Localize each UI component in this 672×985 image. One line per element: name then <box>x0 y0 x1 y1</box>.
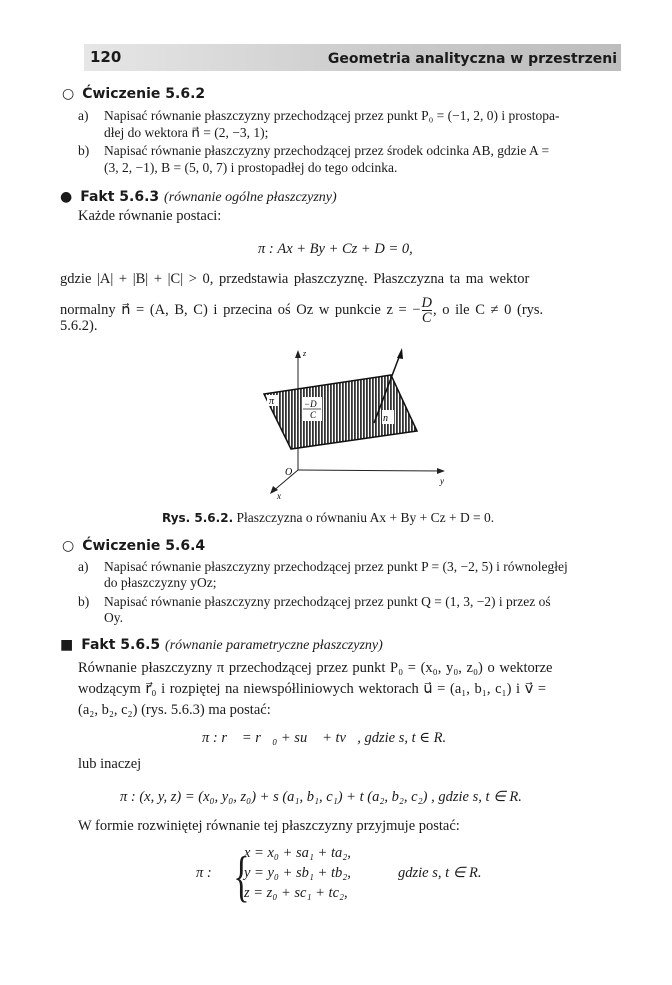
fact-title: Fakt 5.6.5 <box>81 637 161 653</box>
exercise-text: Napisać równanie płaszczyzny przechodzącej przez punkt Q = (1, 3, −2) i przez oś <box>104 594 551 609</box>
exercise-text: Oy. <box>104 610 123 625</box>
caption-label: Rys. 5.6.2. <box>162 511 234 525</box>
body-text: Każde równanie postaci: <box>78 208 222 224</box>
y-label: y <box>440 476 444 486</box>
x-label: x <box>277 491 281 501</box>
system-condition: gdzie s, t ∈ R. <box>398 865 482 881</box>
filled-circle-icon: ● <box>60 189 73 205</box>
body-text: lub inaczej <box>78 756 142 772</box>
item-label: b) <box>78 594 90 609</box>
formula: π : Ax + By + Cz + D = 0, <box>258 241 413 257</box>
hollow-circle-icon: ○ <box>62 86 75 102</box>
z-label: z <box>303 349 307 358</box>
fact-title: Fakt 5.6.3 <box>80 189 160 205</box>
item-label: b) <box>78 143 90 158</box>
exercise-text: (3, 2, −1), B = (5, 0, 7) i prostopadłej do tego odcinka. <box>104 160 398 175</box>
exercise-title: Ćwiczenie 5.6.2 <box>82 86 206 102</box>
plane-figure <box>240 340 460 510</box>
fact-5-6-5-heading <box>60 637 383 654</box>
system-equation: x = x₀ + sa₁ + ta₂, <box>244 845 351 861</box>
pi-label: π <box>269 396 275 407</box>
caption-text: Płaszczyzna o równaniu Ax + By + Cz + D = 0. <box>236 510 495 525</box>
text: normalny n⃗ = (A, B, C) i przecina oś Oz w punkcie z = − <box>60 301 421 318</box>
exercise-text: dłej do wektora n⃗ = (2, −3, 1); <box>104 125 269 140</box>
fact-5-6-3-heading <box>60 189 337 206</box>
exercise-text: Napisać równanie płaszczyzny przechodzącej przez środek odcinka AB, gdzie A = <box>104 143 550 158</box>
item-label: a) <box>78 559 89 574</box>
page-number: 120 <box>90 48 122 66</box>
text: , o ile C ≠ 0 (rys. <box>433 301 544 318</box>
fact-subtitle: (równanie parametryczne płaszczyzny) <box>165 638 383 653</box>
fraction-denominator: C <box>421 310 432 326</box>
body-text <box>60 296 543 325</box>
body-text: wodzącym r⃗₀ i rozpiętej na niewspółliniowych wektorach u⃗ = (a₁, b₁, c₁) i v⃗ = <box>78 681 547 697</box>
hollow-circle-icon: ○ <box>62 538 75 554</box>
formula: π : r⃗ = r⃗₀ + su⃗ + tv⃗, gdzie s, t ∈ R. <box>202 730 447 746</box>
figure-caption <box>162 509 494 527</box>
fraction-numerator: D <box>421 295 432 311</box>
system-equation: y = y₀ + sb₁ + tb₂, <box>244 865 351 881</box>
intercept-denominator: C <box>310 410 317 420</box>
filled-square-icon: ■ <box>60 637 74 653</box>
body-text: (a₂, b₂, c₂) (rys. 5.6.3) ma postać: <box>78 702 271 718</box>
body-text: Równanie płaszczyzny π przechodzącej przez punkt P₀ = (x₀, y₀, z₀) o wektorze <box>78 660 553 676</box>
exercise-5-6-2-heading <box>62 86 205 102</box>
item-label: a) <box>78 108 89 123</box>
system-label: π : <box>196 865 212 881</box>
body-text: 5.6.2). <box>60 318 98 334</box>
exercise-5-6-4-heading <box>62 538 205 554</box>
left-brace-icon: { <box>233 846 250 908</box>
running-header <box>84 44 621 71</box>
formula: π : (x, y, z) = (x₀, y₀, z₀) + s (a₁, b₁, c₁) + t (a₂, b₂, c₂) , gdzie s, t ∈ R. <box>120 789 522 805</box>
plane-pi <box>264 375 417 449</box>
body-text: W formie rozwiniętej równanie tej płaszczyzny przyjmuje postać: <box>78 818 460 834</box>
intercept-numerator: −D <box>304 399 317 409</box>
system-equation: z = z₀ + sc₁ + tc₂, <box>244 885 348 901</box>
exercise-text: Napisać równanie płaszczyzny przechodzącej przez punkt P = (3, −2, 5) i równoległej <box>104 559 568 574</box>
origin-label: O <box>285 467 293 478</box>
body-text: gdzie |A| + |B| + |C| > 0, przedstawia płaszczyznę. Płaszczyzna ta ma wektor <box>60 271 530 287</box>
exercise-text: do płaszczyzny yOz; <box>104 575 217 590</box>
exercise-title: Ćwiczenie 5.6.4 <box>82 538 206 554</box>
exercise-text: Napisać równanie płaszczyzny przechodzącej przez punkt P₀ = (−1, 2, 0) i prostopa- <box>104 108 560 123</box>
normal-label: n⃗ <box>383 413 396 424</box>
chapter-title: Geometria analityczna w przestrzeni <box>327 51 617 67</box>
y-axis <box>298 470 443 471</box>
fact-subtitle: (równanie ogólne płaszczyzny) <box>164 190 337 205</box>
